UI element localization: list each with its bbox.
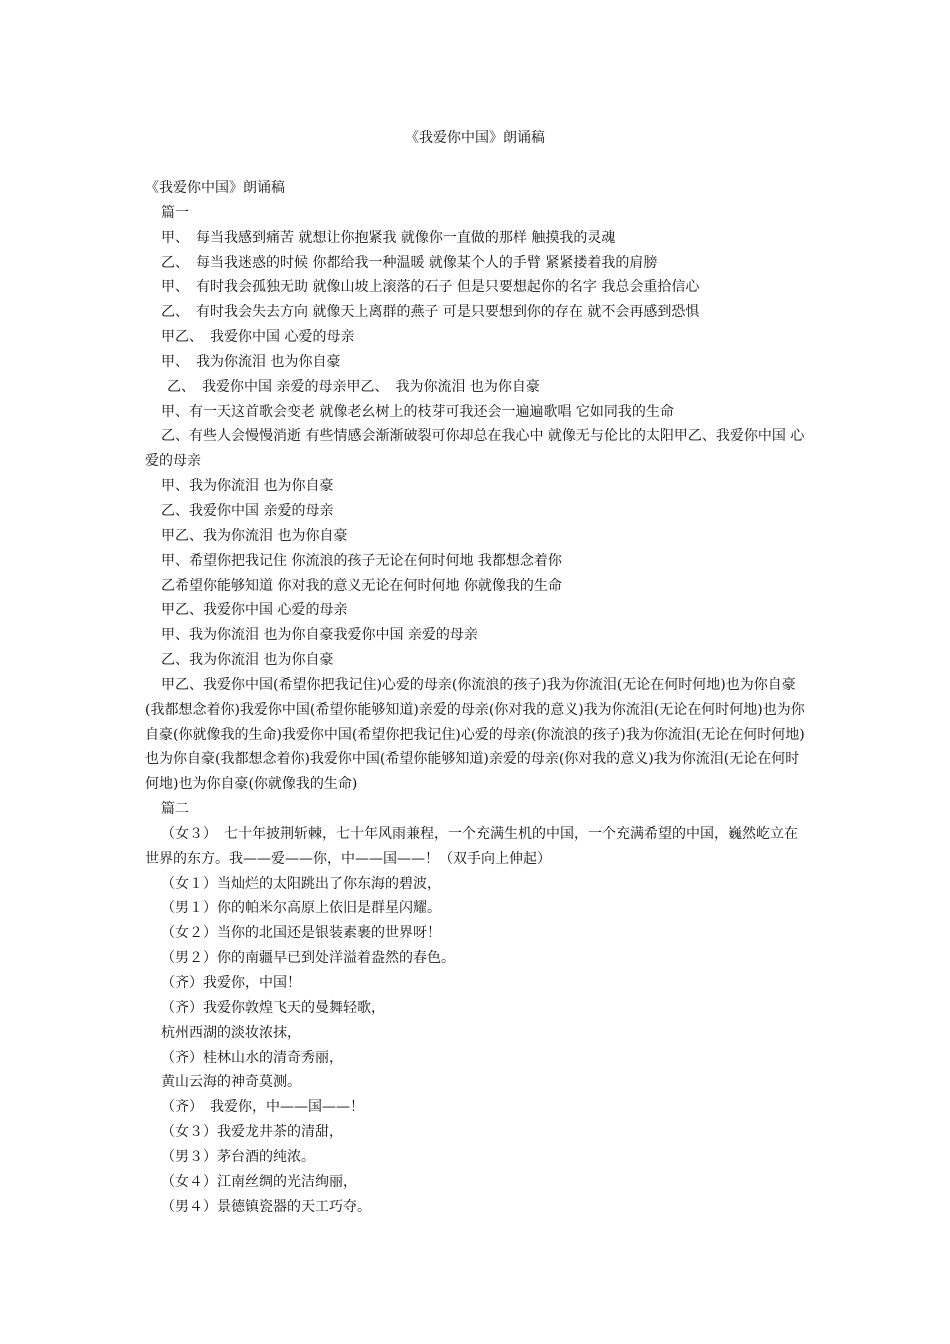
- text-line: 乙、我爱你中国 亲爱的母亲: [161, 502, 334, 519]
- text-line: 乙、 我爱你中国 亲爱的母亲甲乙、 我为你流泪 也为你自豪: [167, 378, 540, 395]
- text-line: 甲、 每当我感到痛苦 就想让你抱紧我 就像你一直做的那样 触摸我的灵魂: [161, 229, 616, 246]
- text-line: （男３）茅台酒的纯浓。: [161, 1148, 315, 1165]
- text-line: 甲乙、我爱你中国 心爱的母亲: [161, 602, 348, 619]
- text-line: 甲乙、 我爱你中国 心爱的母亲: [161, 329, 355, 346]
- text-line: 甲、 有时我会孤独无助 就像山坡上滚落的石子 但是只要想起你的名字 我总会重拾信心: [161, 279, 700, 296]
- text-paragraph: 甲乙、我爱你中国(希望你把我记住)心爱的母亲(你流浪的孩子)我为你流泪(无论在何时何地)也为你自豪(我都想念着你)我爱你中国(希望你能够知道)亲爱的母亲(你对我的意义)我为你流泪(无论在何时何地)也为你自豪(你就像我的生命)我爱你中国(希望你把我记住)心爱的母亲(你流浪的孩子)我为你流泪(无论在何时何地)也为你自豪(我都想念着你)我爱你中国(希望你能够知道)亲爱的母亲(你对我的意义)我为你流泪(无论在何时何地)也为你自豪(你就像我的生命): [145, 676, 805, 793]
- text-line: （女４）江南丝绸的光洁绚丽，: [161, 1173, 357, 1190]
- text-line: 乙希望你能够知道 你对我的意义无论在何时何地 你就像我的生命: [161, 577, 562, 594]
- text-line: 甲、有一天这首歌会变老 就像老幺树上的枝芽可我还会一遍遍歌唱 它如同我的生命: [161, 403, 674, 420]
- text-line: （男４）景德镇瓷器的天工巧夺。: [161, 1198, 371, 1215]
- text-line: 甲、我为你流泪 也为你自豪: [161, 478, 334, 495]
- document-body: [145, 176, 811, 1219]
- text-line: 乙、 每当我迷惑的时候 你都给我一种温暖 就像某个人的手臂 紧紧搂着我的肩膀: [161, 254, 658, 271]
- text-line: 黄山云海的神奇莫测。: [161, 1074, 301, 1091]
- text-line: （女１）当灿烂的太阳跳出了你东海的碧波，: [161, 875, 441, 892]
- text-paragraph: （女３） 七十年披荆斩棘，七十年风雨兼程，一个充满生机的中国，一个充满希望的中国，巍然屹立在世界的东方。我——爱——你，中——国——！（双手向上伸起）: [145, 825, 798, 867]
- text-line: （齐）桂林山水的清奇秀丽，: [161, 1049, 343, 1066]
- text-line: （男１）你的帕米尔高原上依旧是群星闪耀。: [161, 900, 441, 917]
- text-line: （齐） 我爱你，中——国——！: [161, 1099, 364, 1116]
- text-line: 甲乙、我为你流泪 也为你自豪: [161, 527, 348, 544]
- text-line: 乙、我为你流泪 也为你自豪: [161, 652, 334, 669]
- document-title: 《我爱你中国》朗诵稿: [405, 130, 545, 146]
- subtitle-line: 《我爱你中国》朗诵稿: [145, 180, 285, 196]
- text-line: （女３）我爱龙井茶的清甜，: [161, 1124, 343, 1141]
- text-line: （女２）当你的北国还是银装素裹的世界呀！: [161, 925, 441, 942]
- text-line: （男２）你的南疆早已到处洋溢着盎然的春色。: [161, 950, 455, 967]
- text-line: 甲、我为你流泪 也为你自豪我爱你中国 亲爱的母亲: [161, 627, 478, 644]
- text-line: 杭州西湖的淡妆浓抹，: [161, 1024, 301, 1041]
- section-heading-1: 篇一: [161, 204, 189, 221]
- text-paragraph: 乙、有些人会慢慢消逝 有些情感会渐渐破裂可你却总在我心中 就像无与伦比的太阳甲乙、我爱你中国 心爱的母亲: [145, 428, 805, 470]
- text-line: 甲、希望你把我记住 你流浪的孩子无论在何时何地 我都想念着你: [161, 552, 562, 569]
- text-line: （齐）我爱你敦煌飞天的曼舞轻歌，: [161, 999, 385, 1016]
- text-line: （齐）我爱你，中国！: [161, 975, 301, 991]
- section-heading-2: 篇二: [161, 801, 189, 818]
- text-line: 乙、 有时我会失去方向 就像天上离群的燕子 可是只要想到你的存在 就不会再感到恐惧: [161, 304, 700, 321]
- text-line: 甲、 我为你流泪 也为你自豪: [161, 353, 341, 370]
